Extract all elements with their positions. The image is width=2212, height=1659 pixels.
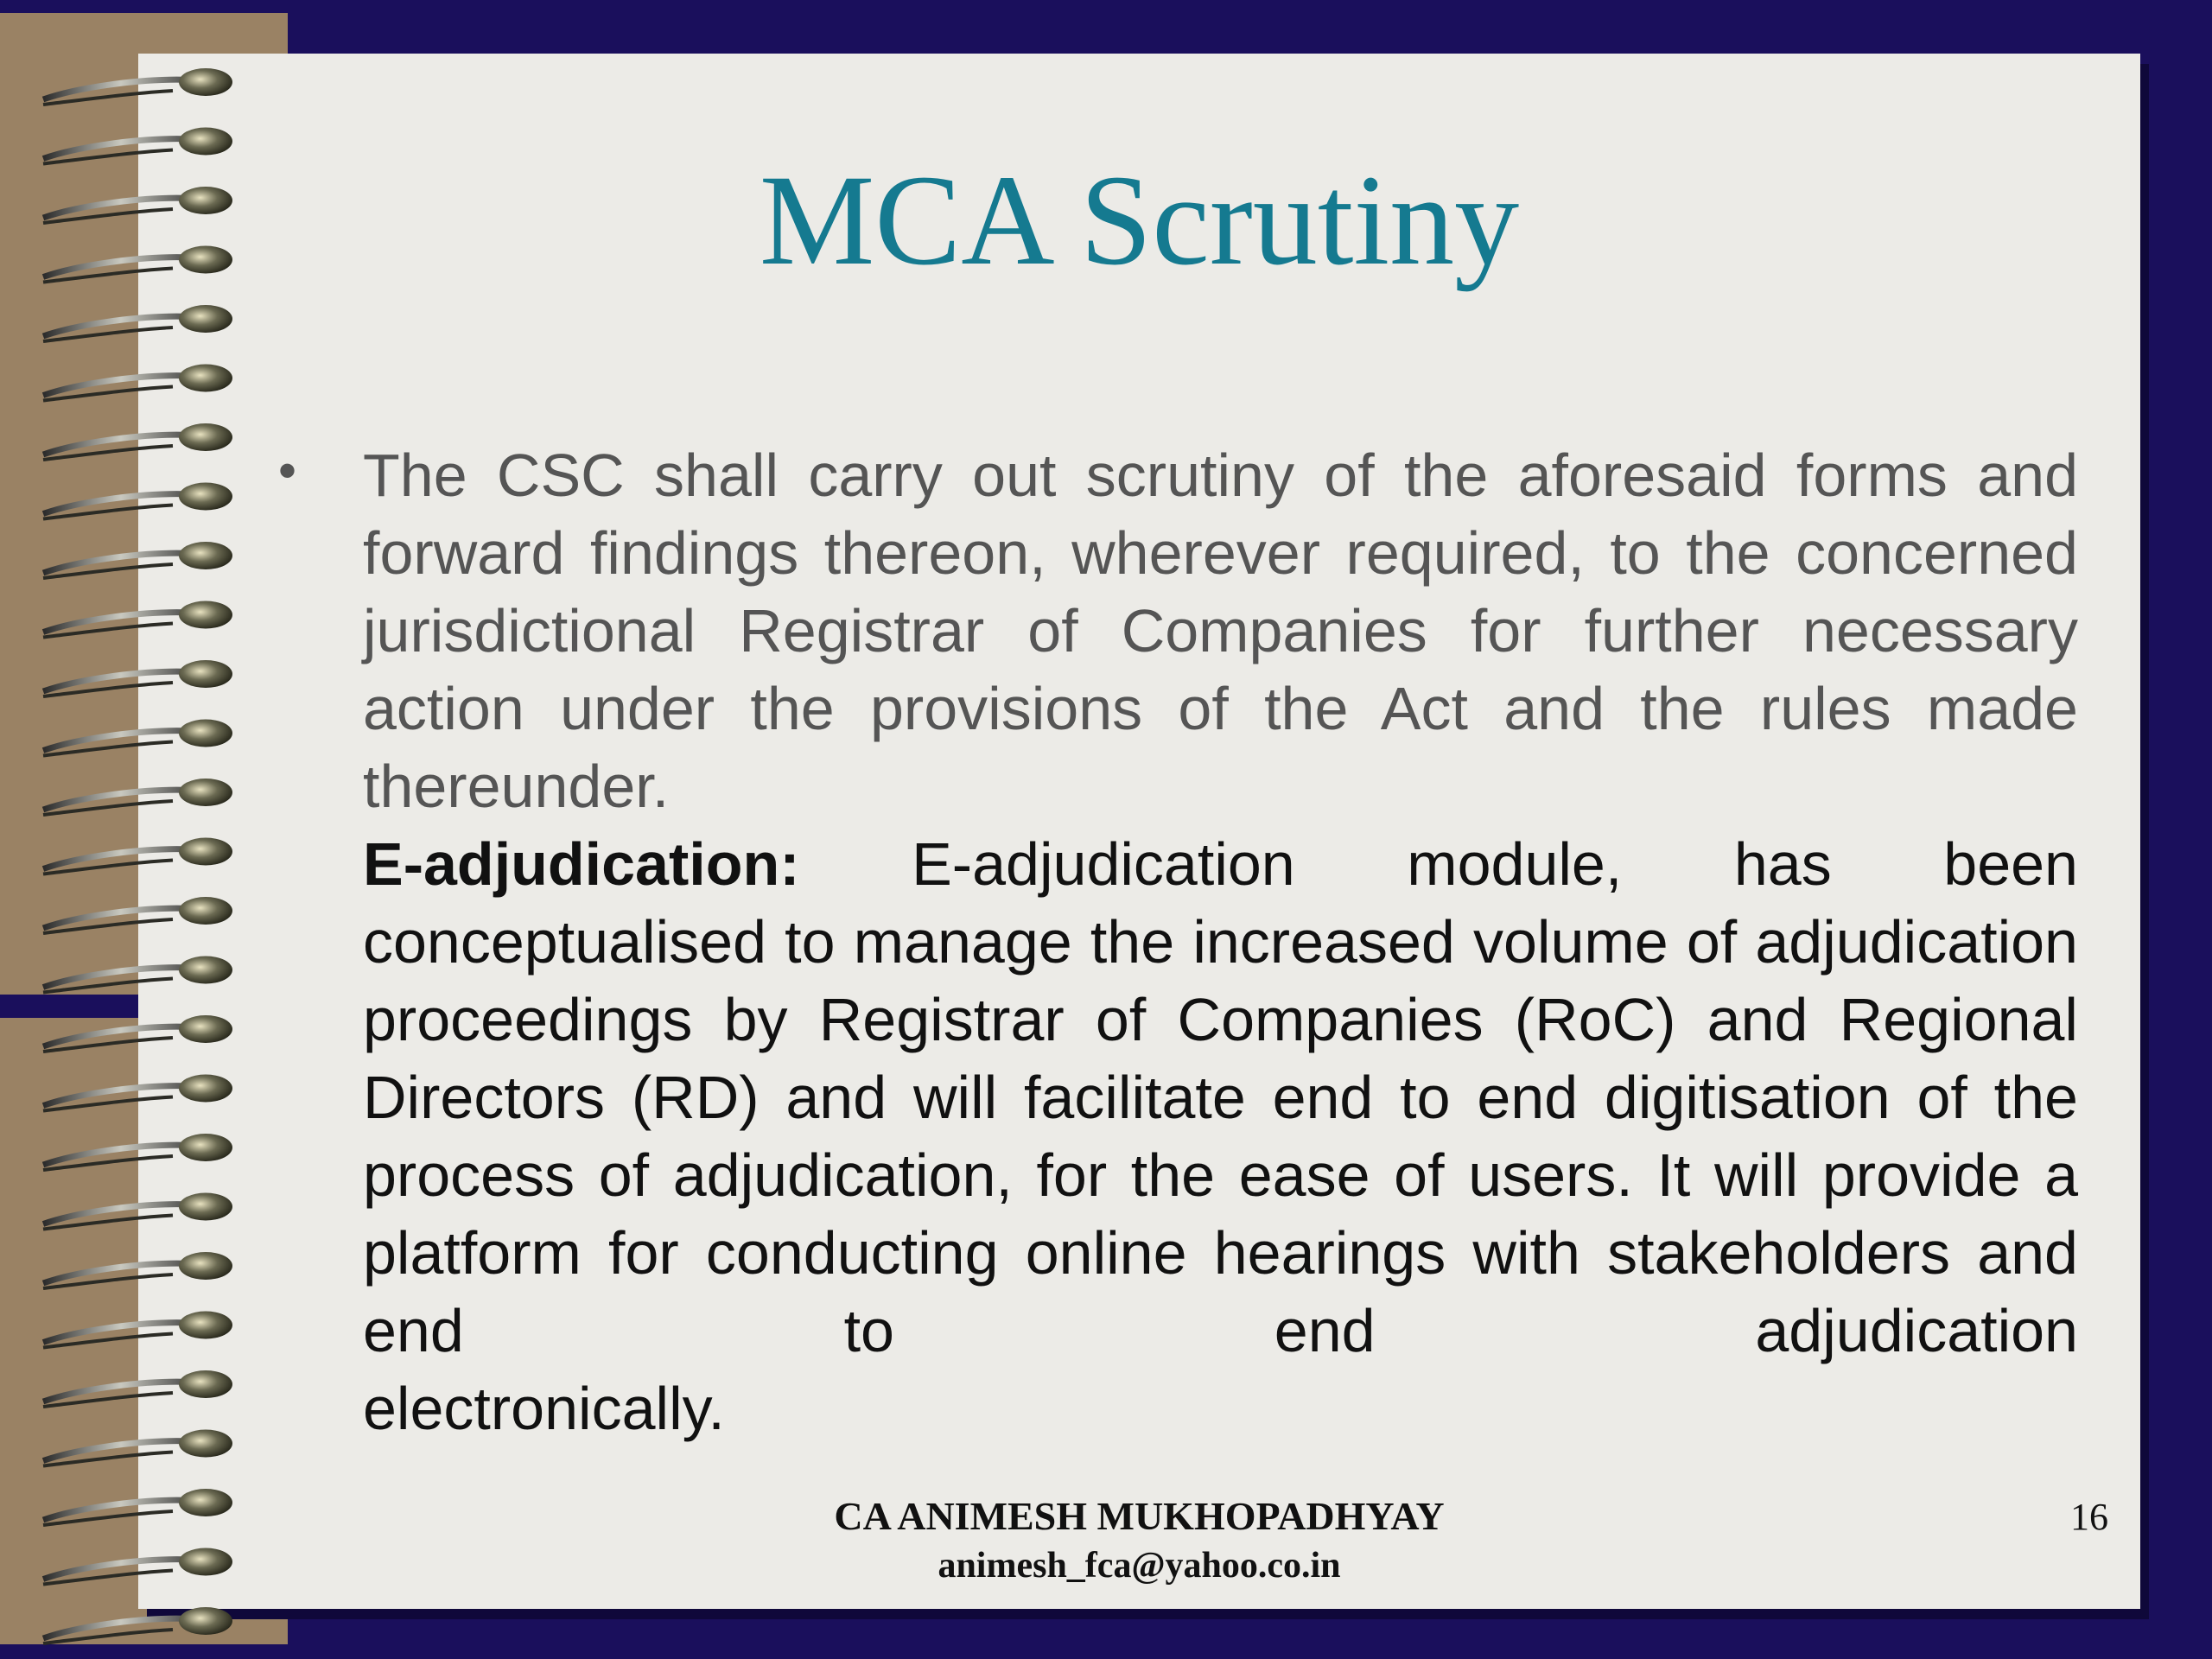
e-adjudication-label: E-adjudication:: [363, 830, 800, 898]
paragraph-csc-scrutiny: The CSC shall carry out scrutiny of the aforesaid forms and forward findings thereon, wherever required, to the concerned jurisdictional Registrar of Companies for further necessary action under the provisions of the Act and the rules made thereunder.: [363, 442, 2078, 820]
e-adjudication-last-line: electronically.: [363, 1375, 725, 1442]
slide-title: MCA Scrutiny: [759, 149, 1520, 292]
paragraph-e-adjudication: [363, 825, 2078, 1447]
e-adjudication-text: E-adjudication module, has been conceptualised to manage the increased volume of adjudication proceedings by Registrar of Companies (RoC) and Regional Directors (RD) and will facilitate end to end digitisation of the process of adjudication, for the ease of users. It will provide a platform for conducting online hearings with stakeholders and end to end adjudication: [363, 830, 2078, 1364]
footer-email: animesh_fca@yahoo.co.in: [938, 1546, 1341, 1586]
footer-author: CA ANIMESH MUKHOPADHYAY: [834, 1494, 1445, 1538]
slide-body: [363, 436, 2078, 1447]
slide-number: 16: [2070, 1496, 2108, 1538]
bullet-icon: •: [278, 442, 297, 499]
